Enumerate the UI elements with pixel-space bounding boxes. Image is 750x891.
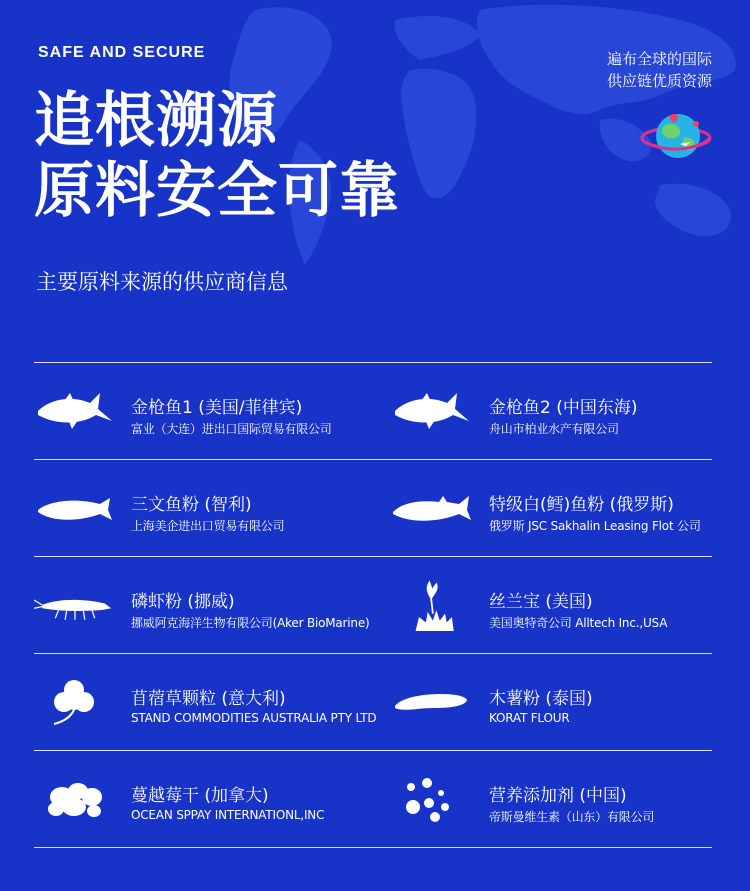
supplier-item	[373, 363, 712, 459]
headline-line-2: 原料安全可靠	[34, 156, 400, 226]
supplier-company: 俄罗斯 JSC Sakhalin Leasing Flot 公司	[489, 519, 701, 533]
supplier-company: 富业（大连）进出口国际贸易有限公司	[131, 422, 332, 436]
cod-icon	[391, 482, 473, 534]
table-row	[34, 362, 712, 459]
cassava-icon	[391, 676, 473, 728]
additive-dots-icon	[391, 773, 473, 825]
supplier-item	[373, 460, 712, 556]
supplier-item	[373, 557, 712, 653]
table-row	[34, 556, 712, 653]
globe-icon	[640, 108, 716, 164]
supplier-name: 磷虾粉 (挪威)	[131, 592, 235, 612]
krill-icon	[34, 579, 116, 631]
supplier-item	[34, 363, 373, 459]
supplier-item	[34, 751, 373, 847]
table-row	[34, 750, 712, 848]
table-row	[34, 653, 712, 750]
supplier-item	[34, 460, 373, 556]
global-supply-badge	[607, 48, 712, 92]
cranberry-icon	[34, 773, 116, 825]
supplier-item	[34, 557, 373, 653]
supplier-name: 营养添加剂 (中国)	[489, 786, 627, 806]
supplier-company: 挪威阿克海洋生物有限公司(Aker BioMarine)	[131, 616, 370, 630]
supplier-company: KORAT FLOUR	[489, 711, 570, 725]
supplier-company: STAND COMMODITIES AUSTRALIA PTY LTD	[131, 711, 377, 725]
supplier-item	[373, 654, 712, 750]
supplier-name: 金枪鱼2 (中国东海)	[489, 398, 638, 418]
tuna-icon	[34, 385, 116, 437]
salmon-icon	[34, 482, 116, 534]
supplier-name: 丝兰宝 (美国)	[489, 592, 593, 612]
supplier-company: 上海美企进出口贸易有限公司	[131, 519, 285, 533]
tuna-icon	[391, 385, 473, 437]
table-row	[34, 459, 712, 556]
supplier-name: 苜蓿草颗粒 (意大利)	[131, 689, 286, 709]
supplier-company: 美国奥特奇公司 Alltech Inc.,USA	[489, 616, 668, 630]
supplier-name: 金枪鱼1 (美国/菲律宾)	[131, 398, 303, 418]
yucca-icon	[391, 579, 473, 631]
supplier-company: 帝斯曼维生素（山东）有限公司	[489, 810, 655, 824]
supplier-name: 蔓越莓干 (加拿大)	[131, 786, 269, 806]
supplier-company: OCEAN SPPAY INTERNATIONL,INC	[131, 808, 325, 822]
supplier-name: 三文鱼粉 (智利)	[131, 495, 252, 515]
section-subtitle: 主要原料来源的供应商信息	[36, 270, 288, 294]
page-headline	[34, 86, 400, 226]
supplier-name: 特级白(鳕)鱼粉 (俄罗斯)	[489, 495, 674, 515]
eyebrow-text: SAFE AND SECURE	[38, 44, 206, 61]
supplier-name: 木薯粉 (泰国)	[489, 689, 593, 709]
supplier-item	[34, 654, 377, 750]
alfalfa-icon	[34, 676, 116, 728]
supplier-item	[373, 751, 712, 847]
supplier-table	[34, 362, 712, 848]
badge-line-1: 遍布全球的国际	[606, 50, 712, 68]
headline-line-1: 追根溯源	[34, 86, 278, 156]
supplier-company: 舟山市柏业水产有限公司	[489, 422, 619, 436]
badge-line-2: 供应链优质资源	[606, 72, 712, 90]
